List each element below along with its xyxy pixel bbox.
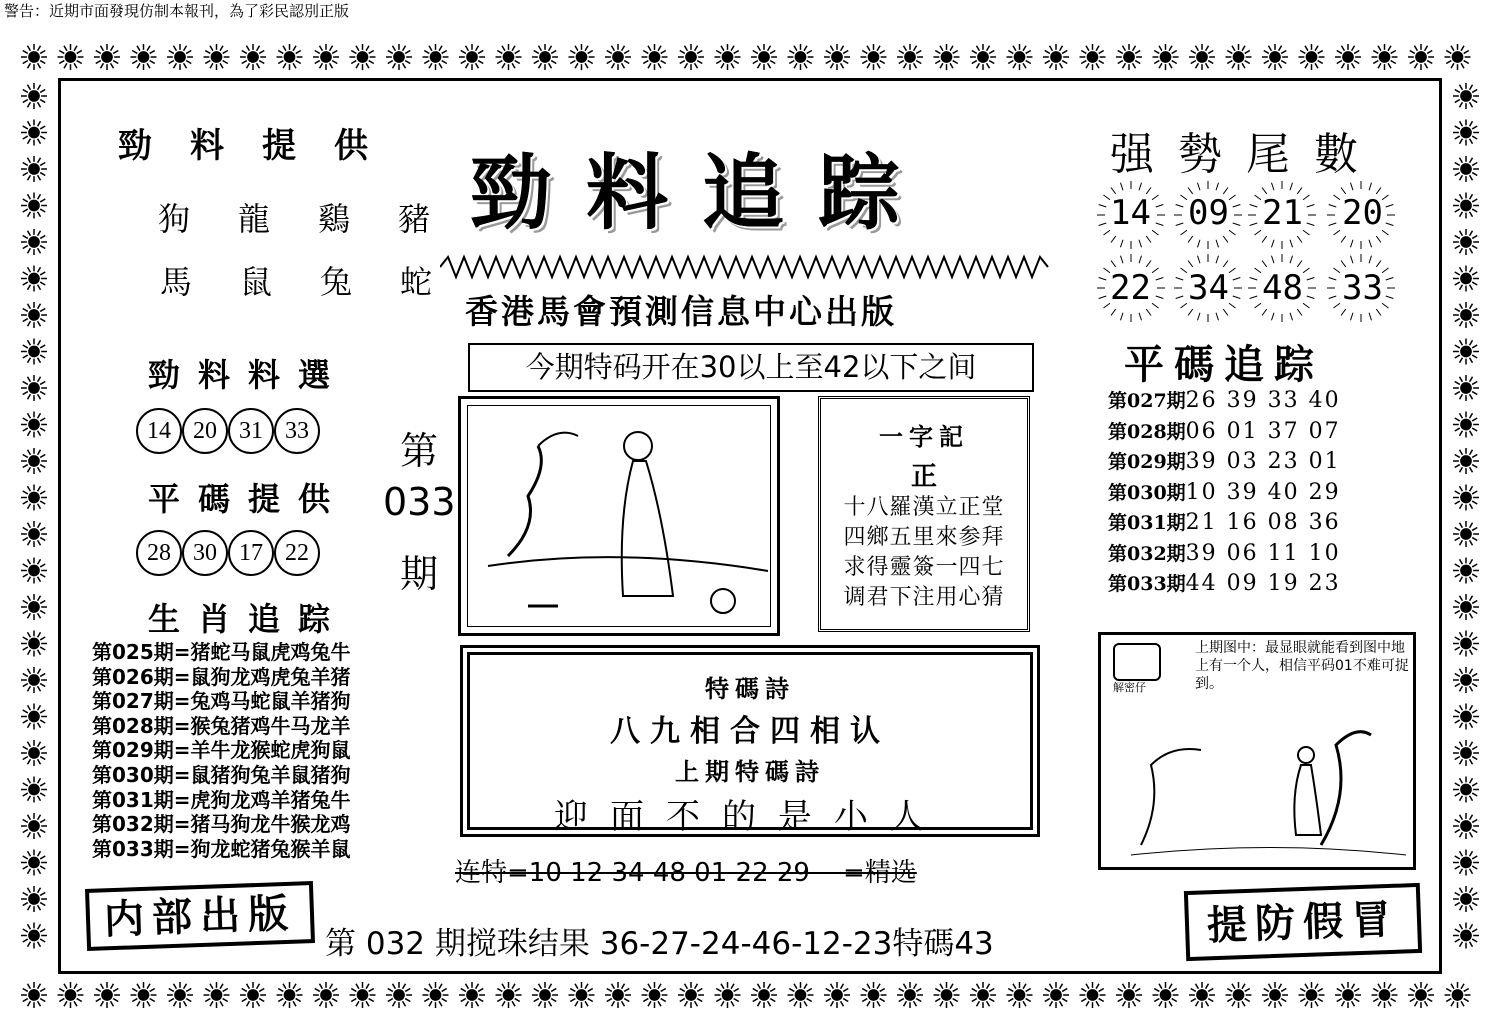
- sun-icon: [459, 44, 485, 70]
- sun-icon: [459, 982, 485, 1008]
- sun-icon: [1226, 44, 1252, 70]
- sun-icon: [277, 44, 303, 70]
- special-poem-title: 特碼詩: [705, 674, 795, 703]
- sun-icon: [1372, 44, 1398, 70]
- range-note: 今期特码开在30以上至42以下之间: [468, 343, 1034, 392]
- strong-tail-title: 强勢尾數: [1110, 129, 1382, 180]
- beware-fakes-stamp: 提防假冒: [1184, 883, 1422, 961]
- period-row: 第033期=狗龙蛇猪兔猴羊鼠: [92, 836, 351, 861]
- sun-icon: [788, 982, 814, 1008]
- tail-number: 20: [1342, 193, 1383, 233]
- illustration-lady: [458, 396, 780, 636]
- sun-icon: [678, 982, 704, 1008]
- flat-track-row: [1108, 569, 1341, 600]
- sun-icon: [1453, 631, 1479, 657]
- sun-icon: [532, 44, 558, 70]
- track-period: 第029期: [1108, 451, 1186, 473]
- sun-icon: [350, 44, 376, 70]
- sun-icon: [1007, 44, 1033, 70]
- sun-icon: [1116, 982, 1142, 1008]
- period-row: 第028期=猴兔猪鸡牛马龙羊: [92, 713, 351, 738]
- sun-icon: [1453, 412, 1479, 438]
- draw-result: 第 032 期搅珠结果 36-27-24-46-12-23特碼43: [325, 926, 994, 962]
- sun-icon: [1080, 44, 1106, 70]
- sun-icon: [21, 594, 47, 620]
- sun-icon: [642, 982, 668, 1008]
- issue-number: 033: [383, 480, 456, 524]
- period-row: 第029期=羊牛龙猴蛇虎狗鼠: [92, 738, 351, 763]
- internal-edition-stamp: 内部出版: [85, 881, 315, 951]
- sun-icon: [1453, 740, 1479, 766]
- sun-icon: [1453, 120, 1479, 146]
- issue-suffix: 期: [400, 552, 439, 596]
- sun-icon: [240, 44, 266, 70]
- period-row: 第030期=鼠猪狗兔羊鼠猪狗: [92, 762, 351, 787]
- sun-icon: [1453, 813, 1479, 839]
- flat-title: 平碼提供: [148, 480, 349, 518]
- sun-icon: [1453, 850, 1479, 876]
- pick-number: 20: [182, 408, 228, 454]
- issue-prefix: 第: [400, 429, 439, 473]
- period-row: 第027期=兔鸡马蛇鼠羊猪狗: [92, 689, 351, 714]
- track-period: 第033期: [1108, 573, 1186, 595]
- sun-icon: [934, 44, 960, 70]
- sun-icon: [496, 44, 522, 70]
- sun-icon: [1453, 193, 1479, 219]
- period-row: 第031期=虎狗龙鸡羊猪兔牛: [92, 787, 351, 812]
- sun-icon: [1453, 485, 1479, 511]
- flat-track-row: [1108, 478, 1341, 509]
- sun-icon: [204, 44, 230, 70]
- sun-icon: [788, 44, 814, 70]
- sun-icon: [1453, 667, 1479, 693]
- warning-text: 警告：近期市面發現仿制本報刊，為了彩民認別正版: [4, 2, 350, 20]
- sun-icon: [1299, 982, 1325, 1008]
- sun-icon: [1408, 44, 1434, 70]
- sun-icon: [1453, 777, 1479, 803]
- sun-icon: [569, 982, 595, 1008]
- poem-line: 十八羅漢立正堂: [843, 495, 1005, 520]
- sun-icon: [21, 156, 47, 182]
- sun-icon: [1189, 982, 1215, 1008]
- track-period: 第031期: [1108, 512, 1186, 534]
- sun-icon: [1043, 44, 1069, 70]
- tail-number: 21: [1262, 193, 1303, 233]
- sun-icon: [21, 704, 47, 730]
- flat-track-row: [1108, 447, 1341, 478]
- sun-icon: [386, 44, 412, 70]
- sun-icon: [21, 923, 47, 949]
- logo-icon: [1113, 643, 1161, 681]
- sun-icon: [58, 44, 84, 70]
- sun-icon: [21, 485, 47, 511]
- sun-icon: [1153, 44, 1179, 70]
- flat-track-row: [1108, 539, 1341, 570]
- track-nums: 06 01 37 07: [1185, 418, 1341, 444]
- sun-icon: [1043, 982, 1069, 1008]
- flat-track-row: [1108, 508, 1341, 539]
- flat-track-title: 平碼追踪: [1124, 342, 1324, 388]
- sun-icon: [1453, 558, 1479, 584]
- sun-icon: [897, 982, 923, 1008]
- last-poem-title: 上期特碼詩: [675, 757, 825, 786]
- zigzag-divider: [440, 252, 1060, 282]
- sun-icon: [1007, 982, 1033, 1008]
- sun-icon: [532, 982, 558, 1008]
- sun-icon: [21, 850, 47, 876]
- sun-icon: [21, 83, 47, 109]
- sun-icon: [21, 631, 47, 657]
- sun-icon: [21, 886, 47, 912]
- sun-icon: [751, 982, 777, 1008]
- sun-icon: [386, 982, 412, 1008]
- sun-icon: [277, 982, 303, 1008]
- sun-icon: [861, 44, 887, 70]
- sun-icon: [423, 982, 449, 1008]
- sun-icon: [313, 982, 339, 1008]
- sun-icon: [1153, 982, 1179, 1008]
- sun-icon: [605, 982, 631, 1008]
- sun-icon: [715, 44, 741, 70]
- sun-icon: [1299, 44, 1325, 70]
- pick-number: 14: [136, 408, 182, 454]
- sun-icon: [751, 44, 777, 70]
- puzzle-drawing-box: [1098, 632, 1416, 870]
- period-row: 第032期=猪马狗龙牛猴龙鸡: [92, 812, 351, 837]
- tail-number: 14: [1110, 193, 1151, 233]
- sun-icon: [1116, 44, 1142, 70]
- sun-icon: [1453, 886, 1479, 912]
- sun-icon: [94, 44, 120, 70]
- sun-icon: [21, 740, 47, 766]
- tail-number: 34: [1188, 268, 1229, 308]
- track-nums: 21 16 08 36: [1185, 510, 1341, 535]
- poem-line: 四鄉五里來参拜: [843, 525, 1005, 550]
- track-nums: 44 09 19 23: [1185, 571, 1341, 596]
- sun-icon: [1226, 982, 1252, 1008]
- select-line: 连特=10 12 34 48 01 22 29 =精选: [455, 858, 917, 888]
- track-nums: 39 06 11 10: [1185, 540, 1341, 566]
- sun-icon: [715, 982, 741, 1008]
- sun-icon: [167, 982, 193, 1008]
- sun-icon: [861, 982, 887, 1008]
- one-char-title: 一字記: [879, 422, 969, 451]
- sun-icon: [21, 448, 47, 474]
- pick-title: 勁料料選: [148, 356, 349, 394]
- sun-icon: [1453, 923, 1479, 949]
- sun-icon: [350, 982, 376, 1008]
- sun-icon: [1189, 44, 1215, 70]
- publisher-line: 香港馬會預測信息中心出版: [465, 292, 897, 331]
- sun-icon: [1453, 704, 1479, 730]
- zodiac-row-2: 馬鼠兔蛇: [160, 263, 481, 301]
- sun-icon: [167, 44, 193, 70]
- sun-icon: [642, 44, 668, 70]
- zodiac-row-1: 狗龍鷄豬: [158, 200, 479, 238]
- sun-icon: [970, 982, 996, 1008]
- track-period: 第030期: [1108, 481, 1186, 504]
- sun-icon: [21, 302, 47, 328]
- puzzle-drawing: [1121, 705, 1411, 865]
- sun-icon: [1262, 982, 1288, 1008]
- tail-number: 33: [1342, 268, 1383, 308]
- sun-icon: [21, 44, 47, 70]
- pick-number: 31: [228, 408, 274, 454]
- sun-icon: [21, 412, 47, 438]
- tail-number: 22: [1110, 268, 1151, 308]
- sun-icon: [496, 982, 522, 1008]
- sun-icon: [21, 558, 47, 584]
- track-nums: 10 39 40 29: [1185, 479, 1341, 505]
- sun-icon: [94, 982, 120, 1008]
- sun-icon: [21, 375, 47, 401]
- sun-icon: [678, 44, 704, 70]
- sun-icon: [240, 982, 266, 1008]
- sun-icon: [1080, 982, 1106, 1008]
- sun-icon: [1453, 83, 1479, 109]
- sun-icon: [1408, 982, 1434, 1008]
- sun-icon: [58, 982, 84, 1008]
- sun-icon: [21, 667, 47, 693]
- sun-icon: [1453, 521, 1479, 547]
- sun-icon: [569, 44, 595, 70]
- sun-icon: [1445, 44, 1471, 70]
- flat-number: 30: [182, 530, 228, 576]
- sun-icon: [1453, 229, 1479, 255]
- sun-icon: [21, 193, 47, 219]
- track-nums: 26 39 33 40: [1185, 388, 1341, 413]
- sun-icon: [824, 982, 850, 1008]
- sun-icon: [897, 44, 923, 70]
- flat-number: 17: [228, 530, 274, 576]
- flat-track-row: [1108, 386, 1341, 417]
- poem-line: 求得靈簽一四七: [843, 555, 1005, 580]
- sun-icon: [313, 44, 339, 70]
- tail-number: 09: [1188, 193, 1229, 233]
- flat-track-row: [1108, 417, 1341, 448]
- sun-icon: [21, 777, 47, 803]
- sun-icon: [934, 982, 960, 1008]
- lady-drawing: [468, 406, 774, 630]
- sun-icon: [1453, 302, 1479, 328]
- flat-track-list: [1108, 386, 1341, 600]
- track-nums: 39 03 23 01: [1185, 449, 1341, 474]
- sun-icon: [1453, 266, 1479, 292]
- sun-icon: [824, 44, 850, 70]
- sun-icon: [1453, 339, 1479, 365]
- sun-icon: [21, 229, 47, 255]
- flat-number: 22: [274, 530, 320, 576]
- logo-caption: 解密仔: [1113, 681, 1146, 694]
- sun-icon: [131, 982, 157, 1008]
- special-poem: 八九相合四相认: [610, 714, 890, 749]
- sun-icon: [423, 44, 449, 70]
- sun-icon: [131, 44, 157, 70]
- sun-icon: [21, 982, 47, 1008]
- sun-icon: [970, 44, 996, 70]
- sun-icon: [1335, 44, 1361, 70]
- sun-icon: [204, 982, 230, 1008]
- zodiac-track-title: 生肖追踪: [148, 600, 349, 638]
- main-title: 勁料追踪: [470, 145, 935, 241]
- pick-numbers: [136, 408, 320, 454]
- track-period: 第028期: [1108, 420, 1186, 443]
- sun-icon: [1453, 448, 1479, 474]
- period-list: [92, 640, 351, 861]
- one-char: 正: [910, 462, 937, 492]
- flat-number: 28: [136, 530, 182, 576]
- tail-number: 48: [1262, 268, 1303, 308]
- sun-icon: [21, 120, 47, 146]
- sun-icon: [1453, 156, 1479, 182]
- sun-icon: [21, 521, 47, 547]
- sun-icon: [1372, 982, 1398, 1008]
- sun-icon: [21, 813, 47, 839]
- track-period: 第027期: [1108, 390, 1186, 412]
- sun-icon: [1453, 594, 1479, 620]
- one-char-box: [818, 396, 1030, 632]
- poem-line: 调君下注用心猜: [843, 585, 1005, 610]
- track-period: 第032期: [1108, 542, 1186, 565]
- drawing-note: 上期图中：最显眼就能看到图中地上有一个人，相信平码01不难可捉到。: [1195, 640, 1409, 692]
- sun-icon: [1453, 375, 1479, 401]
- flat-numbers: [136, 530, 320, 576]
- sun-icon: [605, 44, 631, 70]
- period-row: 第025期=猪蛇马鼠虎鸡兔牛: [92, 640, 351, 664]
- pick-number: 33: [274, 408, 320, 454]
- sun-icon: [1262, 44, 1288, 70]
- last-poem: 迎面不的是小人: [554, 797, 946, 837]
- sun-icon: [21, 266, 47, 292]
- sun-icon: [21, 339, 47, 365]
- period-row: 第026期=鼠狗龙鸡虎兔羊猪: [92, 664, 351, 689]
- special-poem-box: [460, 645, 1040, 837]
- provider-title: 勁料提供: [118, 126, 406, 166]
- sun-icon: [1445, 982, 1471, 1008]
- sun-icon: [1335, 982, 1361, 1008]
